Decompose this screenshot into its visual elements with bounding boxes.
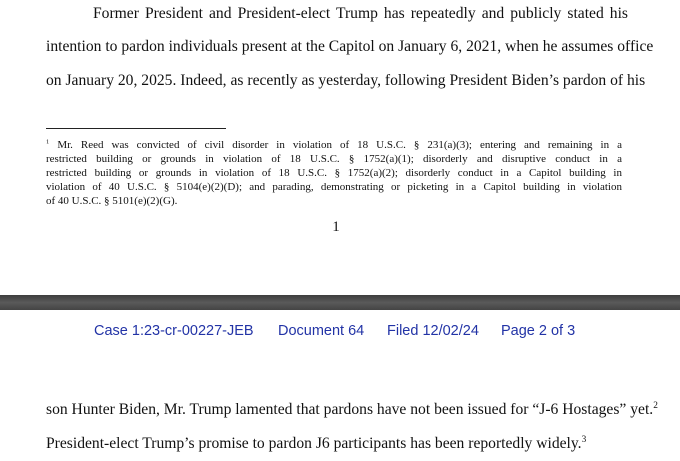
body-line: intention to pardon individuals present at the Capitol on January 6, 2021, when he assumes office: [46, 38, 654, 55]
footnote-line: restricted building or grounds in violation of 18 U.S.C. § 1752(a)(2); disorderly conduct in a Capitol building in: [46, 167, 622, 179]
footnote-ref: 2: [653, 400, 658, 411]
body-line: on January 20, 2025. Indeed, as recently as yesterday, following President Biden’s pardon of his: [46, 72, 646, 89]
body-text: son Hunter Biden, Mr. Trump lamented that pardons have not been issued for “J-6 Hostages” yet.: [46, 401, 654, 418]
body-line: [46, 434, 586, 454]
footnote-line: [46, 138, 622, 152]
footnote-ref: 3: [581, 434, 587, 445]
page-indicator: Page 2 of 3: [501, 323, 576, 339]
page-separator: [0, 295, 680, 310]
body-line: [46, 400, 658, 420]
footnote-marker: 1: [46, 138, 50, 146]
case-number: Case 1:23-cr-00227-JEB: [94, 323, 254, 339]
footnote-text: Mr. Reed was convicted of civil disorder in violation of 18 U.S.C. § 231(a)(3); entering and remaining in a: [57, 139, 623, 151]
document-number: Document 64: [278, 323, 365, 339]
footnote-line: restricted building or grounds in violation of 18 U.S.C. § 1752(a)(1); disorderly and disruptive conduct in a: [46, 153, 622, 165]
footnote-line: of 40 U.S.C. § 5101(e)(2)(G).: [46, 195, 178, 207]
body-line: Former President and President-elect Trump has repeatedly and publicly stated his: [93, 5, 628, 22]
body-text: President-elect Trump’s promise to pardon J6 participants has been reportedly widely.: [46, 435, 582, 452]
page-number: 1: [332, 219, 340, 235]
footnote-divider: [46, 128, 226, 129]
filed-date: Filed 12/02/24: [387, 323, 479, 339]
footnote-line: violation of 40 U.S.C. § 5104(e)(2)(D); and parading, demonstrating or picketing in a Capitol building in violation: [46, 181, 622, 193]
